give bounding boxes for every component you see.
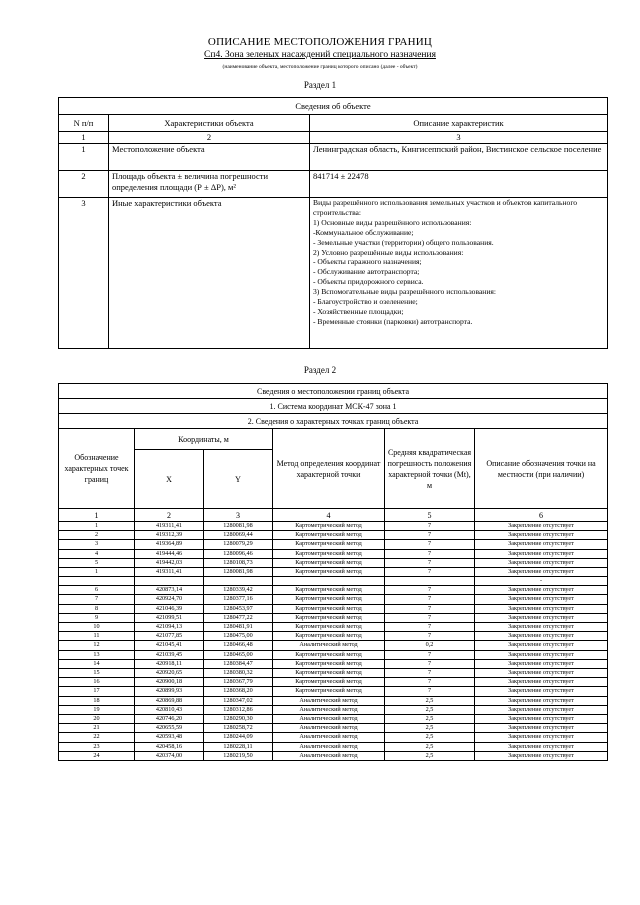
col-number-1: 1: [59, 509, 135, 522]
permitted-use-line: - Временные стоянки (парковки) автотранспорта.: [313, 316, 473, 326]
accuracy: 7: [385, 678, 475, 687]
coord-x: 420869,88: [135, 696, 204, 705]
table-row: [59, 742, 608, 751]
permitted-use-line: - Хозяйственные площадки;: [313, 306, 404, 316]
accuracy: 7: [385, 531, 475, 540]
table-row: [59, 522, 608, 531]
point-number: 10: [59, 623, 135, 632]
row-characteristic: Иные характеристики объекта: [109, 198, 310, 349]
coord-x: 419311,41: [135, 522, 204, 531]
point-number: 3: [59, 540, 135, 549]
point-number: 7: [59, 595, 135, 604]
coord-y: 1280453,97: [204, 604, 273, 613]
col-number-5: 5: [385, 509, 475, 522]
point-number: 13: [59, 650, 135, 659]
point-description: Закрепление отсутствует: [475, 659, 608, 668]
table-row: [59, 632, 608, 641]
header-x: X: [135, 450, 204, 509]
col-number-6: 6: [475, 509, 608, 522]
table-row: [59, 198, 608, 349]
coord-x: 419444,46: [135, 549, 204, 558]
coord-x: 420924,70: [135, 595, 204, 604]
coord-x: 420746,20: [135, 715, 204, 724]
coord-y: 1280384,47: [204, 659, 273, 668]
coord-x: 419311,41: [135, 568, 204, 577]
method: Картометрический метод: [273, 650, 385, 659]
col-number-2: 2: [109, 132, 310, 144]
method: Картометрический метод: [273, 659, 385, 668]
accuracy: 2,5: [385, 751, 475, 760]
point-description: Закрепление отсутствует: [475, 724, 608, 733]
accuracy: 7: [385, 522, 475, 531]
point-description: Закрепление отсутствует: [475, 549, 608, 558]
point-description: Закрепление отсутствует: [475, 705, 608, 714]
point-number: 16: [59, 678, 135, 687]
point-number: 6: [59, 586, 135, 595]
accuracy: 2,5: [385, 696, 475, 705]
coord-x: 421099,51: [135, 613, 204, 622]
row-number: 2: [59, 171, 109, 198]
method: Аналитический метод: [273, 715, 385, 724]
point-description: Закрепление отсутствует: [475, 522, 608, 531]
point-description: Закрепление отсутствует: [475, 531, 608, 540]
table-row: [59, 531, 608, 540]
row-number: 3: [59, 198, 109, 349]
point-number: 17: [59, 687, 135, 696]
coord-y: 1280081,98: [204, 522, 273, 531]
coord-x: 419442,03: [135, 558, 204, 567]
header-coordinates: Координаты, м: [135, 429, 273, 450]
table-row: [59, 669, 608, 678]
coord-y: 1280380,32: [204, 669, 273, 678]
section1-label: Раздел 1: [303, 80, 337, 90]
table-row: [59, 549, 608, 558]
gap-cell: [385, 577, 475, 586]
coord-y: 1280368,20: [204, 687, 273, 696]
permitted-use-list: [310, 198, 608, 349]
coord-y: 1280477,22: [204, 613, 273, 622]
section2-label: Раздел 2: [303, 365, 337, 375]
row-characteristic: Местоположение объекта: [109, 144, 310, 171]
accuracy: 7: [385, 568, 475, 577]
point-description: Закрепление отсутствует: [475, 650, 608, 659]
row-characteristic: Площадь объекта ± величина погрешности определения площади (Р ± ΔР), м²: [109, 171, 310, 198]
table-row: [59, 641, 608, 650]
col-number-4: 4: [273, 509, 385, 522]
object-name-text: Сп4. Зона зеленых насаждений специального назначения: [204, 50, 436, 60]
accuracy: 7: [385, 650, 475, 659]
col-number-3: 3: [204, 509, 273, 522]
accuracy: 2,5: [385, 724, 475, 733]
permitted-use-line: 1) Основные виды разрешённого использования:: [313, 217, 472, 227]
coord-x: 419364,89: [135, 540, 204, 549]
object-name: [0, 50, 640, 60]
coord-y: 1280367,79: [204, 678, 273, 687]
method: Аналитический метод: [273, 724, 385, 733]
accuracy: 7: [385, 595, 475, 604]
coord-y: 1280377,16: [204, 595, 273, 604]
permitted-use-line: - Объекты гаражного назначения;: [313, 257, 422, 267]
accuracy: 2,5: [385, 705, 475, 714]
coord-x: 420458,16: [135, 742, 204, 751]
gap-cell: [204, 577, 273, 586]
coord-x: 420593,48: [135, 733, 204, 742]
point-number: 4: [59, 549, 135, 558]
table-row: [59, 613, 608, 622]
boundary-points-table: [58, 383, 608, 761]
method: Картометрический метод: [273, 604, 385, 613]
coord-y: 1280339,42: [204, 586, 273, 595]
coord-y: 1280258,72: [204, 724, 273, 733]
point-number: 8: [59, 604, 135, 613]
point-description: Закрепление отсутствует: [475, 623, 608, 632]
method: Картометрический метод: [273, 687, 385, 696]
coord-x: 420918,11: [135, 659, 204, 668]
table-row: [59, 733, 608, 742]
table-row: [59, 715, 608, 724]
object-info-caption: Сведения об объекте: [59, 98, 608, 115]
coord-x: 420655,59: [135, 724, 204, 733]
coord-y: 1280079,29: [204, 540, 273, 549]
point-description: Закрепление отсутствует: [475, 613, 608, 622]
method: Картометрический метод: [273, 669, 385, 678]
table-row: [59, 586, 608, 595]
points-caption: 2. Сведения о характерных точках границ объекта: [59, 414, 608, 429]
col-number-1: 1: [59, 132, 109, 144]
method: Аналитический метод: [273, 696, 385, 705]
accuracy: 7: [385, 540, 475, 549]
coordinate-system: 1. Система координат МСК-47 зона 1: [59, 399, 608, 414]
coord-y: 1280108,73: [204, 558, 273, 567]
accuracy: 7: [385, 632, 475, 641]
point-description: Закрепление отсутствует: [475, 558, 608, 567]
method: Картометрический метод: [273, 558, 385, 567]
gap-cell: [135, 577, 204, 586]
coord-y: 1280290,30: [204, 715, 273, 724]
object-info-table: [58, 97, 608, 349]
point-description: Закрепление отсутствует: [475, 742, 608, 751]
accuracy: 7: [385, 669, 475, 678]
table-row: [59, 724, 608, 733]
header-y: Y: [204, 450, 273, 509]
point-description: Закрепление отсутствует: [475, 595, 608, 604]
table-row: [59, 751, 608, 760]
table-row: [59, 659, 608, 668]
method: Картометрический метод: [273, 531, 385, 540]
permitted-use-line: - Объекты придорожного сервиса.: [313, 277, 424, 287]
coord-y: 1280069,44: [204, 531, 273, 540]
coord-x: 419312,39: [135, 531, 204, 540]
method: Картометрический метод: [273, 568, 385, 577]
coord-y: 1280228,11: [204, 742, 273, 751]
permitted-use-line: - Обслуживание автотранспорта;: [313, 267, 420, 277]
table-row: [59, 595, 608, 604]
accuracy: 2,5: [385, 733, 475, 742]
point-description: Закрепление отсутствует: [475, 586, 608, 595]
accuracy: 7: [385, 687, 475, 696]
point-description: Закрепление отсутствует: [475, 733, 608, 742]
coord-y: 1280475,00: [204, 632, 273, 641]
method: Аналитический метод: [273, 733, 385, 742]
coord-y: 1280347,02: [204, 696, 273, 705]
point-number: 24: [59, 751, 135, 760]
method: Картометрический метод: [273, 522, 385, 531]
point-number: 11: [59, 632, 135, 641]
table-row: [59, 144, 608, 171]
object-name-note: (наименование объекта, местоположение границ которого описано (далее - объект): [222, 64, 418, 70]
permitted-use-line: 3) Вспомогательные виды разрешённого использования:: [313, 287, 497, 297]
point-number: 18: [59, 696, 135, 705]
coord-y: 1280312,86: [204, 705, 273, 714]
method: Аналитический метод: [273, 742, 385, 751]
table-row: [59, 558, 608, 567]
col-number-2: 2: [135, 509, 204, 522]
point-number: 20: [59, 715, 135, 724]
point-number: 15: [59, 669, 135, 678]
table-row: [59, 650, 608, 659]
permitted-use-line: Виды разрешённого использования земельных участков и объектов капитального строительства:: [313, 198, 578, 217]
point-number: 9: [59, 613, 135, 622]
col-header-characteristic: Характеристики объекта: [109, 115, 310, 132]
point-number: 1: [59, 568, 135, 577]
table-row: [59, 705, 608, 714]
contour-2-rows: [59, 586, 608, 761]
point-number: 14: [59, 659, 135, 668]
coord-x: 420873,14: [135, 586, 204, 595]
table-row: [59, 687, 608, 696]
point-number: 21: [59, 724, 135, 733]
point-description: Закрепление отсутствует: [475, 632, 608, 641]
accuracy: 2,5: [385, 742, 475, 751]
coord-x: 421077,85: [135, 632, 204, 641]
gap-cell: [273, 577, 385, 586]
point-description: Закрепление отсутствует: [475, 678, 608, 687]
permitted-use-line: - Благоустройство и озеленение;: [313, 297, 418, 307]
row-value: Ленинградская область, Кингисеппский район, Вистинское сельское поселение: [310, 144, 608, 171]
table-row: [59, 604, 608, 613]
point-description: Закрепление отсутствует: [475, 604, 608, 613]
row-number: 1: [59, 144, 109, 171]
method: Картометрический метод: [273, 613, 385, 622]
header-method: Метод определения координат характерной точки: [273, 429, 385, 509]
permitted-use-line: 2) Условно разрешённые виды использования:: [313, 247, 464, 257]
accuracy: 7: [385, 549, 475, 558]
method: Аналитический метод: [273, 641, 385, 650]
coord-x: 420810,43: [135, 705, 204, 714]
point-description: Закрепление отсутствует: [475, 669, 608, 678]
coord-y: 1280096,46: [204, 549, 273, 558]
coord-y: 1280481,91: [204, 623, 273, 632]
point-description: Закрепление отсутствует: [475, 687, 608, 696]
boundary-caption: Сведения о местоположении границ объекта: [59, 384, 608, 399]
coord-y: 1280219,50: [204, 751, 273, 760]
accuracy: 2,5: [385, 715, 475, 724]
header-point-designation: Обозначение характерных точек границ: [59, 429, 135, 509]
table-row: [59, 540, 608, 549]
accuracy: 7: [385, 558, 475, 567]
method: Картометрический метод: [273, 586, 385, 595]
accuracy: 0,2: [385, 641, 475, 650]
method: Картометрический метод: [273, 540, 385, 549]
accuracy: 7: [385, 604, 475, 613]
row-value: 841714 ± 22478: [310, 171, 608, 198]
contour-1-rows: [59, 522, 608, 577]
coord-x: 421046,39: [135, 604, 204, 613]
table-row: [59, 696, 608, 705]
coord-y: 1280465,00: [204, 650, 273, 659]
permitted-use-line: - Земельные участки (территории) общего пользования.: [313, 237, 494, 247]
coord-x: 421039,45: [135, 650, 204, 659]
accuracy: 7: [385, 613, 475, 622]
method: Аналитический метод: [273, 705, 385, 714]
point-number: 19: [59, 705, 135, 714]
header-accuracy: Средняя квадратическая погрешность положения характерной точки (Mt), м: [385, 429, 475, 509]
col-header-number: N п/п: [59, 115, 109, 132]
gap-cell: [59, 577, 135, 586]
permitted-use-line: -Коммунальное обслуживание;: [313, 227, 414, 237]
method: Картометрический метод: [273, 623, 385, 632]
accuracy: 7: [385, 659, 475, 668]
method: Аналитический метод: [273, 751, 385, 760]
contour-separator: [59, 577, 608, 586]
coord-y: 1280244,09: [204, 733, 273, 742]
table-row: [59, 568, 608, 577]
col-header-description: Описание характеристик: [310, 115, 608, 132]
header-point-description: Описание обозначения точки на местности (при наличии): [475, 429, 608, 509]
point-number: 1: [59, 522, 135, 531]
coord-y: 1280466,48: [204, 641, 273, 650]
gap-mark: -: [475, 577, 608, 586]
point-number: 12: [59, 641, 135, 650]
method: Картометрический метод: [273, 595, 385, 604]
coord-x: 421094,13: [135, 623, 204, 632]
table-row: [59, 678, 608, 687]
col-number-3: 3: [310, 132, 608, 144]
coord-x: 420374,00: [135, 751, 204, 760]
table-row: [59, 623, 608, 632]
coord-x: 420899,93: [135, 687, 204, 696]
point-description: Закрепление отсутствует: [475, 540, 608, 549]
point-description: Закрепление отсутствует: [475, 641, 608, 650]
coord-x: 420920,65: [135, 669, 204, 678]
point-number: 2: [59, 531, 135, 540]
point-description: Закрепление отсутствует: [475, 751, 608, 760]
accuracy: 7: [385, 623, 475, 632]
document-title: ОПИСАНИЕ МЕСТОПОЛОЖЕНИЯ ГРАНИЦ: [207, 36, 433, 48]
point-number: 5: [59, 558, 135, 567]
point-description: Закрепление отсутствует: [475, 568, 608, 577]
point-description: Закрепление отсутствует: [475, 696, 608, 705]
coord-x: 420900,18: [135, 678, 204, 687]
point-description: Закрепление отсутствует: [475, 715, 608, 724]
method: Картометрический метод: [273, 678, 385, 687]
method: Картометрический метод: [273, 549, 385, 558]
method: Картометрический метод: [273, 632, 385, 641]
coord-y: 1280081,98: [204, 568, 273, 577]
table-row: [59, 171, 608, 198]
coord-x: 421045,41: [135, 641, 204, 650]
point-number: 23: [59, 742, 135, 751]
point-number: 22: [59, 733, 135, 742]
accuracy: 7: [385, 586, 475, 595]
